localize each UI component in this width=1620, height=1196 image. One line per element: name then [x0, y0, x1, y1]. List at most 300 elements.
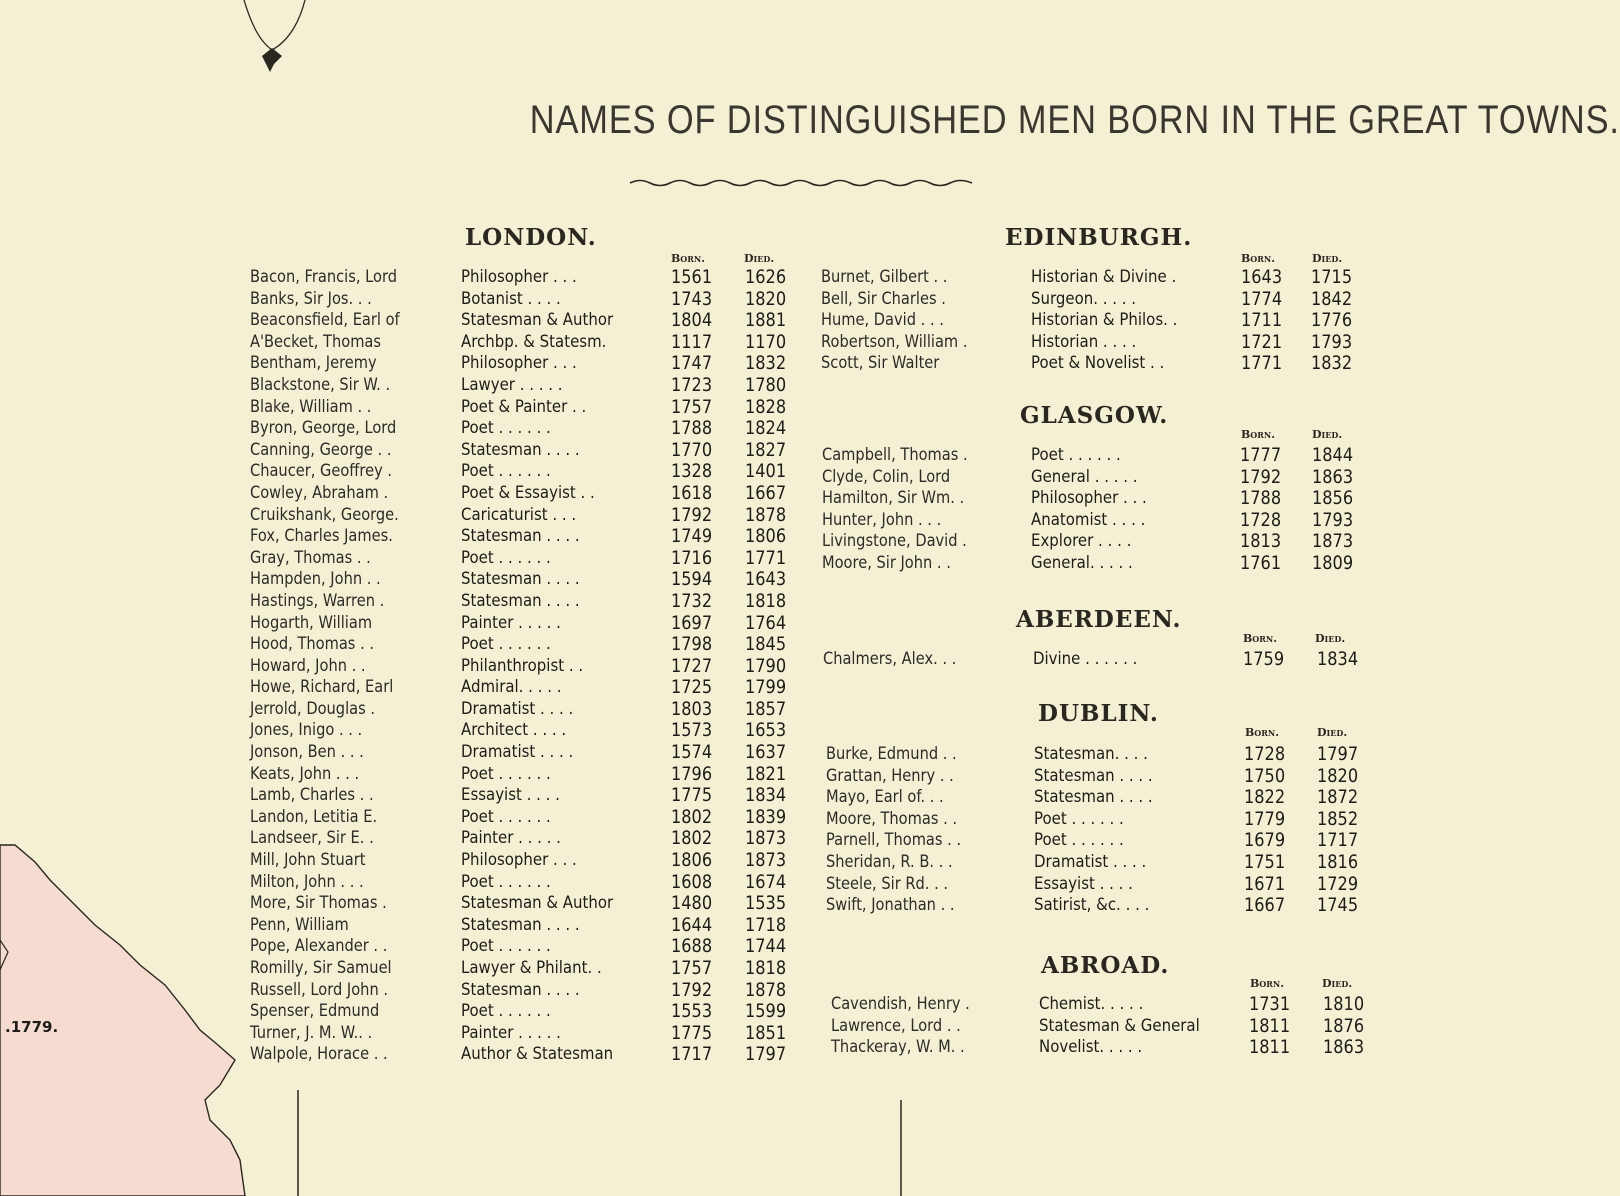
person-name: Canning, George . .: [250, 439, 392, 460]
died-year: 1744: [745, 935, 787, 958]
table-row: [826, 852, 1386, 874]
table-row: [826, 830, 1386, 852]
died-year: 1827: [745, 438, 787, 461]
occupation: Philosopher . . .: [461, 353, 577, 374]
wavy-rule-ornament: [630, 176, 972, 190]
table-row: [250, 656, 810, 678]
abroad-born-header: Born.: [1250, 977, 1285, 990]
table-row: [821, 310, 1381, 332]
born-year: 1750: [1244, 764, 1286, 787]
person-name: Moore, Thomas . .: [826, 808, 958, 829]
born-year: 1802: [671, 805, 713, 828]
table-row: [831, 1037, 1391, 1059]
person-name: Russell, Lord John .: [250, 979, 389, 1000]
person-name: Jonson, Ben . . .: [250, 742, 364, 763]
aberdeen-died-header: Died.: [1315, 632, 1346, 645]
born-year: 1806: [671, 849, 713, 872]
occupation: Archbp. & Statesm.: [461, 331, 607, 352]
occupation: Statesman . . . .: [1034, 787, 1153, 808]
born-year: 1594: [671, 568, 713, 591]
table-row: [822, 445, 1382, 467]
person-name: Cowley, Abraham .: [250, 482, 389, 503]
person-name: Spenser, Edmund: [250, 1001, 380, 1022]
table-row: [823, 649, 1383, 671]
edinburgh-born-header: Born.: [1241, 252, 1276, 265]
born-year: 1608: [671, 870, 713, 893]
london-born-header: Born.: [671, 252, 706, 265]
table-row: [250, 936, 810, 958]
died-year: 1790: [745, 654, 787, 677]
table-row: [250, 613, 810, 635]
occupation: Philosopher . . .: [1031, 488, 1147, 509]
died-year: 1776: [1311, 309, 1353, 332]
born-year: 1716: [671, 546, 713, 569]
born-year: 1679: [1244, 829, 1286, 852]
person-name: Gray, Thomas . .: [250, 547, 371, 568]
person-name: Pope, Alexander . .: [250, 936, 388, 957]
occupation: Poet & Painter . .: [461, 396, 587, 417]
table-row: [250, 677, 810, 699]
table-row: [250, 332, 810, 354]
occupation: Historian & Philos. .: [1031, 310, 1178, 331]
occupation: Poet . . . . . .: [461, 547, 551, 568]
table-row: [250, 440, 810, 462]
born-year: 1328: [671, 460, 713, 483]
born-year: 1574: [671, 741, 713, 764]
person-name: Burke, Edmund . .: [826, 744, 957, 764]
occupation: Poet . . . . . .: [461, 806, 551, 827]
table-row: [250, 720, 810, 742]
occupation: Divine . . . . . .: [1033, 649, 1138, 669]
person-name: Moore, Sir John . .: [822, 552, 951, 573]
born-year: 1771: [1241, 352, 1283, 375]
london-died-header: Died.: [744, 252, 775, 265]
occupation: Historian & Divine .: [1031, 267, 1177, 287]
occupation: Dramatist . . . .: [461, 742, 574, 763]
table-row: [250, 893, 810, 915]
occupation: Philanthropist . .: [461, 655, 584, 676]
table-row: [822, 467, 1382, 489]
born-year: 1788: [671, 417, 713, 440]
died-year: 1718: [745, 913, 787, 936]
table-row: [250, 980, 810, 1002]
person-name: A'Becket, Thomas: [250, 331, 382, 352]
table-row: [250, 699, 810, 721]
occupation: Statesman & General: [1039, 1015, 1200, 1036]
person-name: Jones, Inigo . . .: [250, 720, 363, 741]
died-year: 1745: [1317, 894, 1359, 917]
died-year: 1793: [1311, 330, 1353, 353]
person-name: Steele, Sir Rd. . .: [826, 873, 949, 894]
occupation: Architect . . . .: [461, 720, 567, 741]
occupation: Philosopher . . .: [461, 850, 577, 871]
person-name: Livingstone, David .: [822, 531, 967, 552]
person-name: Landseer, Sir E. .: [250, 828, 374, 849]
died-year: 1873: [745, 849, 787, 872]
died-year: 1599: [745, 1000, 787, 1023]
occupation: Botanist . . . .: [461, 288, 561, 309]
table-row: [250, 785, 810, 807]
aberdeen-title: ABERDEEN.: [1016, 606, 1182, 633]
died-year: 1674: [745, 870, 787, 893]
died-year: 1797: [1317, 743, 1359, 765]
person-name: Penn, William: [250, 914, 349, 935]
died-year: 1828: [745, 395, 787, 418]
born-year: 1822: [1244, 786, 1286, 809]
died-year: 1832: [745, 352, 787, 375]
occupation: Lawyer . . . . .: [461, 374, 563, 395]
person-name: Walpole, Horace . .: [250, 1044, 388, 1065]
dublin-born-header: Born.: [1245, 726, 1280, 739]
person-name: Cruikshank, George.: [250, 504, 399, 525]
died-year: 1799: [745, 676, 787, 699]
person-name: Swift, Jonathan . .: [826, 895, 955, 916]
born-year: 1573: [671, 719, 713, 742]
died-year: 1878: [745, 978, 787, 1001]
person-name: Jerrold, Douglas .: [250, 698, 376, 719]
table-row: [250, 1001, 810, 1023]
born-year: 1671: [1244, 872, 1286, 895]
died-year: 1834: [1317, 648, 1359, 670]
died-year: 1845: [745, 633, 787, 656]
born-year: 1644: [671, 913, 713, 936]
occupation: Statesman . . . .: [461, 979, 580, 1000]
occupation: Statesman . . . .: [461, 569, 580, 590]
died-year: 1780: [745, 373, 787, 396]
table-row: [250, 310, 810, 332]
person-name: Keats, John . . .: [250, 763, 360, 784]
occupation: General. . . . .: [1031, 552, 1133, 573]
table-row: [822, 531, 1382, 553]
person-name: Hamilton, Sir Wm. .: [822, 488, 965, 509]
died-year: 1729: [1317, 872, 1359, 895]
table-row: [826, 787, 1386, 809]
died-year: 1820: [1317, 764, 1359, 787]
table-row: [826, 766, 1386, 788]
person-name: Beaconsfield, Earl of: [250, 310, 400, 331]
person-name: Byron, George, Lord: [250, 418, 397, 439]
born-year: 1779: [1244, 807, 1286, 830]
pendant-cord: [244, 0, 305, 50]
born-year: 1804: [671, 309, 713, 332]
pendant-ornament: [262, 48, 282, 72]
occupation: Statesman . . . .: [461, 914, 580, 935]
table-row: [250, 764, 810, 786]
occupation: Statesman & Author: [461, 310, 614, 331]
occupation: Surgeon. . . . .: [1031, 288, 1137, 309]
table-row: [250, 418, 810, 440]
person-name: Blackstone, Sir W. .: [250, 374, 391, 395]
table-row: [831, 994, 1391, 1016]
occupation: Poet . . . . . .: [461, 1001, 551, 1022]
occupation: Caricaturist . . .: [461, 504, 577, 525]
table-row: [250, 742, 810, 764]
table-row: [250, 850, 810, 872]
person-name: Hood, Thomas . .: [250, 634, 375, 655]
born-year: 1811: [1249, 1036, 1291, 1059]
died-year: 1809: [1312, 551, 1354, 574]
occupation: Admiral. . . . .: [461, 677, 562, 698]
dublin-table: [826, 744, 1386, 917]
died-year: 1401: [745, 460, 787, 483]
person-name: Sheridan, R. B. . .: [826, 851, 953, 872]
born-year: 1757: [671, 395, 713, 418]
born-year: 1757: [671, 957, 713, 979]
aberdeen-table: [823, 649, 1383, 671]
table-row: [250, 958, 810, 980]
died-year: 1844: [1312, 444, 1354, 466]
table-row: [821, 332, 1381, 354]
died-year: 1797: [745, 1043, 787, 1066]
born-year: 1711: [1241, 309, 1283, 332]
born-year: 1792: [671, 503, 713, 526]
person-name: Milton, John . . .: [250, 871, 364, 892]
occupation: Satirist, &c. . . .: [1034, 895, 1150, 916]
died-year: 1715: [1311, 266, 1353, 288]
person-name: Hastings, Warren .: [250, 590, 385, 611]
died-year: 1771: [745, 546, 787, 569]
occupation: Poet . . . . . .: [461, 461, 551, 482]
occupation: Statesman . . . .: [1034, 765, 1153, 786]
glasgow-died-header: Died.: [1312, 428, 1343, 441]
table-row: [822, 488, 1382, 510]
occupation: Essayist . . . .: [461, 785, 560, 806]
page-title-text: NAMES OF DISTINGUISHED MEN BORN IN THE GREAT TOWNS.: [529, 98, 1620, 142]
person-name: Clyde, Colin, Lord: [822, 466, 951, 487]
person-name: Lamb, Charles . .: [250, 785, 374, 806]
person-name: Robertson, William .: [821, 331, 968, 352]
died-year: 1806: [745, 525, 787, 548]
born-year: 1618: [671, 481, 713, 504]
born-year: 1775: [671, 1021, 713, 1044]
born-year: 1803: [671, 697, 713, 720]
table-row: [822, 553, 1382, 575]
abroad-table: [831, 994, 1391, 1059]
occupation: Essayist . . . .: [1034, 873, 1133, 894]
born-year: 1751: [1244, 850, 1286, 873]
born-year: 1759: [1243, 648, 1285, 670]
edinburgh-died-header: Died.: [1312, 252, 1343, 265]
occupation: Statesman . . . .: [461, 590, 580, 611]
died-year: 1881: [745, 309, 787, 332]
map-date-label: .1779.: [5, 1018, 59, 1036]
died-year: 1824: [745, 417, 787, 440]
occupation: Statesman . . . .: [461, 526, 580, 547]
table-row: [250, 807, 810, 829]
person-name: Howard, John . .: [250, 655, 366, 676]
table-row: [250, 483, 810, 505]
died-year: 1832: [1311, 352, 1353, 375]
occupation: Poet . . . . . .: [461, 634, 551, 655]
born-year: 1721: [1241, 330, 1283, 353]
occupation: Painter . . . . .: [461, 612, 561, 633]
table-row: [822, 510, 1382, 532]
occupation: Poet . . . . . .: [1031, 445, 1121, 465]
born-year: 1788: [1240, 487, 1282, 510]
table-row: [250, 548, 810, 570]
abroad-title: ABROAD.: [1041, 952, 1170, 979]
died-year: 1653: [745, 719, 787, 742]
died-year: 1873: [745, 827, 787, 850]
born-year: 1667: [1244, 894, 1286, 917]
died-year: 1667: [745, 481, 787, 504]
table-row: [831, 1016, 1391, 1038]
table-row: [250, 569, 810, 591]
born-year: 1798: [671, 633, 713, 656]
person-name: Howe, Richard, Earl: [250, 677, 394, 698]
table-row: [250, 461, 810, 483]
died-year: 1818: [745, 589, 787, 612]
born-year: 1117: [671, 330, 713, 353]
table-row: [250, 915, 810, 937]
london-table: [250, 267, 810, 1066]
born-year: 1727: [671, 654, 713, 677]
born-year: 1749: [671, 525, 713, 548]
born-year: 1480: [671, 892, 713, 915]
person-name: More, Sir Thomas .: [250, 893, 387, 914]
table-row: [821, 353, 1381, 375]
occupation: Dramatist . . . .: [1034, 851, 1147, 872]
london-title: LONDON.: [465, 224, 597, 251]
table-row: [826, 809, 1386, 831]
born-year: 1777: [1240, 444, 1282, 466]
table-row: [821, 289, 1381, 311]
table-row: [250, 591, 810, 613]
born-year: 1770: [671, 438, 713, 461]
died-year: 1810: [1323, 993, 1365, 1015]
born-year: 1717: [671, 1043, 713, 1066]
person-name: Burnet, Gilbert . .: [821, 267, 948, 287]
born-year: 1643: [1241, 266, 1283, 288]
died-year: 1643: [745, 568, 787, 591]
occupation: Novelist. . . . .: [1039, 1037, 1143, 1058]
person-name: Bacon, Francis, Lord: [250, 267, 397, 287]
born-year: 1792: [1240, 465, 1282, 488]
occupation: Poet . . . . . .: [461, 763, 551, 784]
born-year: 1792: [671, 978, 713, 1001]
person-name: Chaucer, Geoffrey .: [250, 461, 393, 482]
died-year: 1863: [1323, 1036, 1365, 1059]
table-row: [250, 397, 810, 419]
person-name: Cavendish, Henry .: [831, 994, 970, 1014]
table-row: [250, 353, 810, 375]
occupation: Author & Statesman: [461, 1044, 614, 1065]
dublin-title: DUBLIN.: [1038, 700, 1159, 727]
table-row: [250, 267, 810, 289]
table-row: [826, 895, 1386, 917]
person-name: Romilly, Sir Samuel: [250, 958, 392, 978]
person-name: Chalmers, Alex. . .: [823, 649, 957, 669]
occupation: Poet . . . . . .: [461, 936, 551, 957]
died-year: 1834: [745, 784, 787, 807]
died-year: 1878: [745, 503, 787, 526]
edinburgh-title: EDINBURGH.: [1005, 224, 1193, 251]
occupation: Poet . . . . . .: [1034, 830, 1124, 851]
died-year: 1717: [1317, 829, 1359, 852]
person-name: Hampden, John . .: [250, 569, 381, 590]
born-year: 1697: [671, 611, 713, 634]
born-year: 1811: [1249, 1014, 1291, 1037]
occupation: Poet . . . . . .: [461, 871, 551, 892]
died-year: 1626: [745, 266, 787, 288]
born-year: 1802: [671, 827, 713, 850]
born-year: 1747: [671, 352, 713, 375]
died-year: 1863: [1312, 465, 1354, 488]
person-name: Parnell, Thomas . .: [826, 830, 962, 851]
glasgow-born-header: Born.: [1241, 428, 1276, 441]
died-year: 1872: [1317, 786, 1359, 809]
born-year: 1728: [1244, 743, 1286, 765]
born-year: 1723: [671, 373, 713, 396]
edinburgh-table: [821, 267, 1381, 375]
person-name: Turner, J. M. W.. .: [250, 1022, 373, 1043]
died-year: 1842: [1311, 287, 1353, 310]
born-year: 1561: [671, 266, 713, 288]
born-year: 1796: [671, 762, 713, 785]
person-name: Fox, Charles James.: [250, 526, 393, 547]
occupation: Chemist. . . . .: [1039, 994, 1144, 1014]
occupation: Dramatist . . . .: [461, 698, 574, 719]
occupation: Lawyer & Philant. .: [461, 958, 602, 978]
table-row: [250, 634, 810, 656]
person-name: Hume, David . . .: [821, 310, 944, 331]
abroad-died-header: Died.: [1322, 977, 1353, 990]
died-year: 1839: [745, 805, 787, 828]
person-name: Scott, Sir Walter: [821, 353, 940, 374]
glasgow-title: GLASGOW.: [1020, 402, 1169, 429]
occupation: Painter . . . . .: [461, 828, 561, 849]
occupation: Statesman. . . .: [1034, 744, 1148, 764]
born-year: 1775: [671, 784, 713, 807]
person-name: Bell, Sir Charles .: [821, 288, 946, 309]
died-year: 1637: [745, 741, 787, 764]
died-year: 1873: [1312, 530, 1354, 553]
occupation: General . . . . .: [1031, 466, 1138, 487]
born-year: 1725: [671, 676, 713, 699]
table-row: [821, 267, 1381, 289]
person-name: Landon, Letitia E.: [250, 806, 378, 827]
table-row: [250, 505, 810, 527]
person-name: Hunter, John . . .: [822, 509, 942, 530]
occupation: Explorer . . . .: [1031, 531, 1132, 552]
occupation: Painter . . . . .: [461, 1022, 561, 1043]
person-name: Thackeray, W. M. .: [831, 1037, 965, 1058]
died-year: 1818: [745, 957, 787, 979]
born-year: 1774: [1241, 287, 1283, 310]
glasgow-table: [822, 445, 1382, 575]
born-year: 1728: [1240, 508, 1282, 531]
table-row: [250, 526, 810, 548]
died-year: 1857: [745, 697, 787, 720]
person-name: Banks, Sir Jos. . .: [250, 288, 372, 309]
occupation: Philosopher . . .: [461, 267, 577, 287]
person-name: Campbell, Thomas .: [822, 445, 968, 465]
died-year: 1876: [1323, 1014, 1365, 1037]
born-year: 1688: [671, 935, 713, 958]
died-year: 1535: [745, 892, 787, 915]
table-row: [826, 874, 1386, 896]
born-year: 1553: [671, 1000, 713, 1023]
died-year: 1820: [745, 287, 787, 310]
dublin-died-header: Died.: [1317, 726, 1348, 739]
occupation: Poet . . . . . .: [1034, 808, 1124, 829]
table-row: [250, 1044, 810, 1066]
occupation: Poet . . . . . .: [461, 418, 551, 439]
born-year: 1731: [1249, 993, 1291, 1015]
occupation: Statesman & Author: [461, 893, 614, 914]
died-year: 1170: [745, 330, 787, 353]
occupation: Anatomist . . . .: [1031, 509, 1146, 530]
